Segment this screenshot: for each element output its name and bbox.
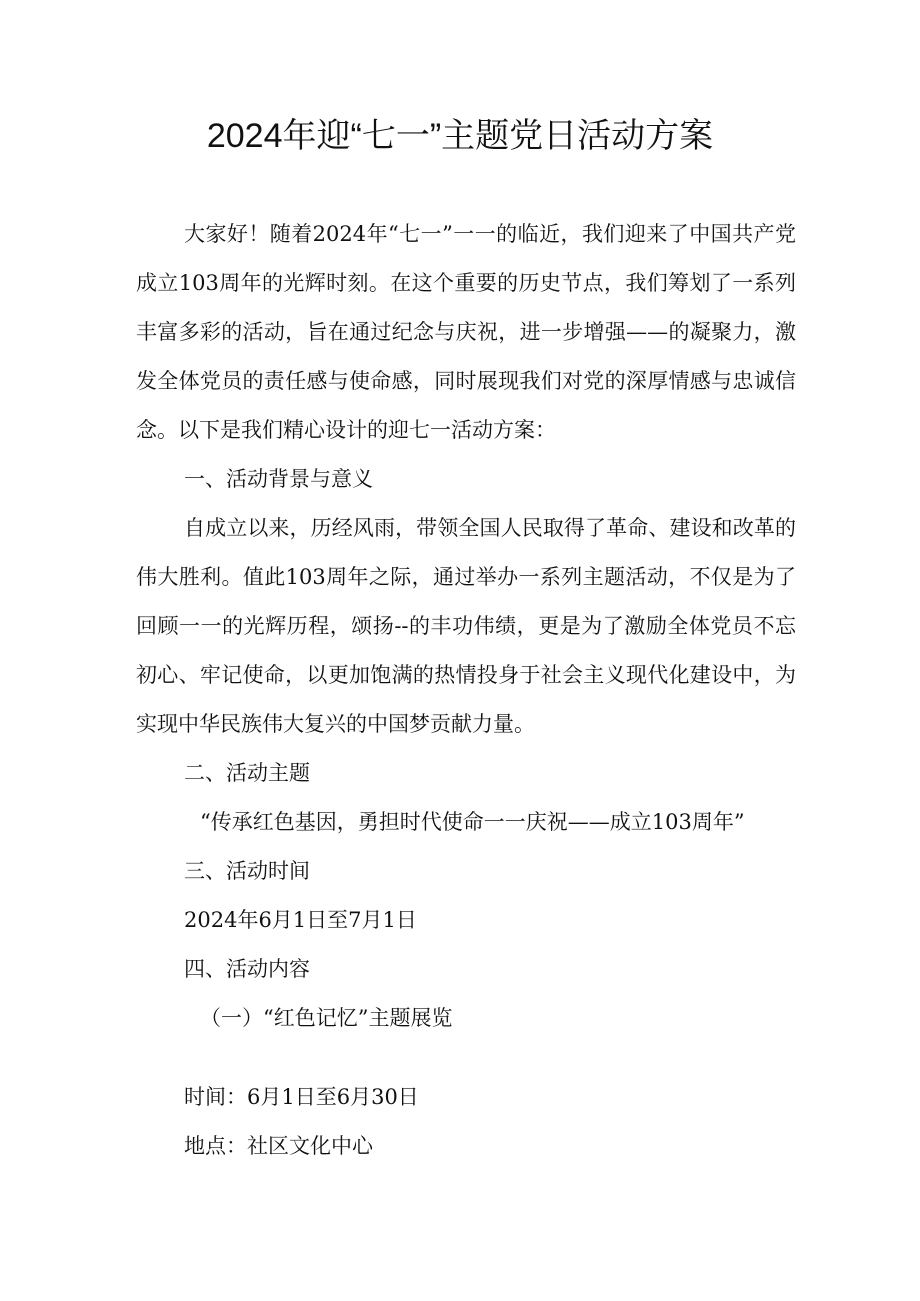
section-heading: 一、活动背景与意义 — [184, 467, 373, 491]
document-title: 2024年迎“七一”主题党日活动方案 — [206, 117, 714, 155]
content-item-time: 时间：6月1日至6月30日 — [184, 1085, 419, 1109]
intro-paragraph: 大家好！随着2024年“七一”一一的临近，我们迎来了中国共产党成立103周年的光辉时刻。在这个重要的历史节点，我们筹划了一系列丰富多彩的活动，旨在通过纪念与庆祝，进一步增强——的凝聚力，激发全体党员的责任感与使命感，同时展现我们对党的深厚情感与忠诚信念。以下是我们精心设计的迎七一活动方案： — [136, 222, 796, 442]
document-body — [136, 210, 796, 1171]
activity-theme: “传承红色基因，勇担时代使命一一庆祝——成立103周年” — [200, 810, 745, 834]
section-heading: 三、活动时间 — [184, 859, 310, 883]
background-paragraph: 自成立以来，历经风雨，带领全国人民取得了革命、建设和改革的伟大胜利。值此103周年之际，通过举办一系列主题活动，不仅是为了回顾一一的光辉历程，颂扬--的丰功伟绩，更是为了激励全体党员不忘初心、牢记使命，以更加饱满的热情投身于社会主义现代化建设中，为实现中华民族伟大复兴的中国梦贡献力量。 — [136, 516, 796, 736]
section-heading: 四、活动内容 — [184, 957, 310, 981]
section-heading: 二、活动主题 — [184, 761, 310, 785]
activity-time: 2024年6月1日至7月1日 — [184, 908, 417, 932]
content-item-title: （一）“红色记忆”主题展览 — [200, 1006, 453, 1030]
content-item-place: 地点：社区文化中心 — [184, 1134, 373, 1158]
